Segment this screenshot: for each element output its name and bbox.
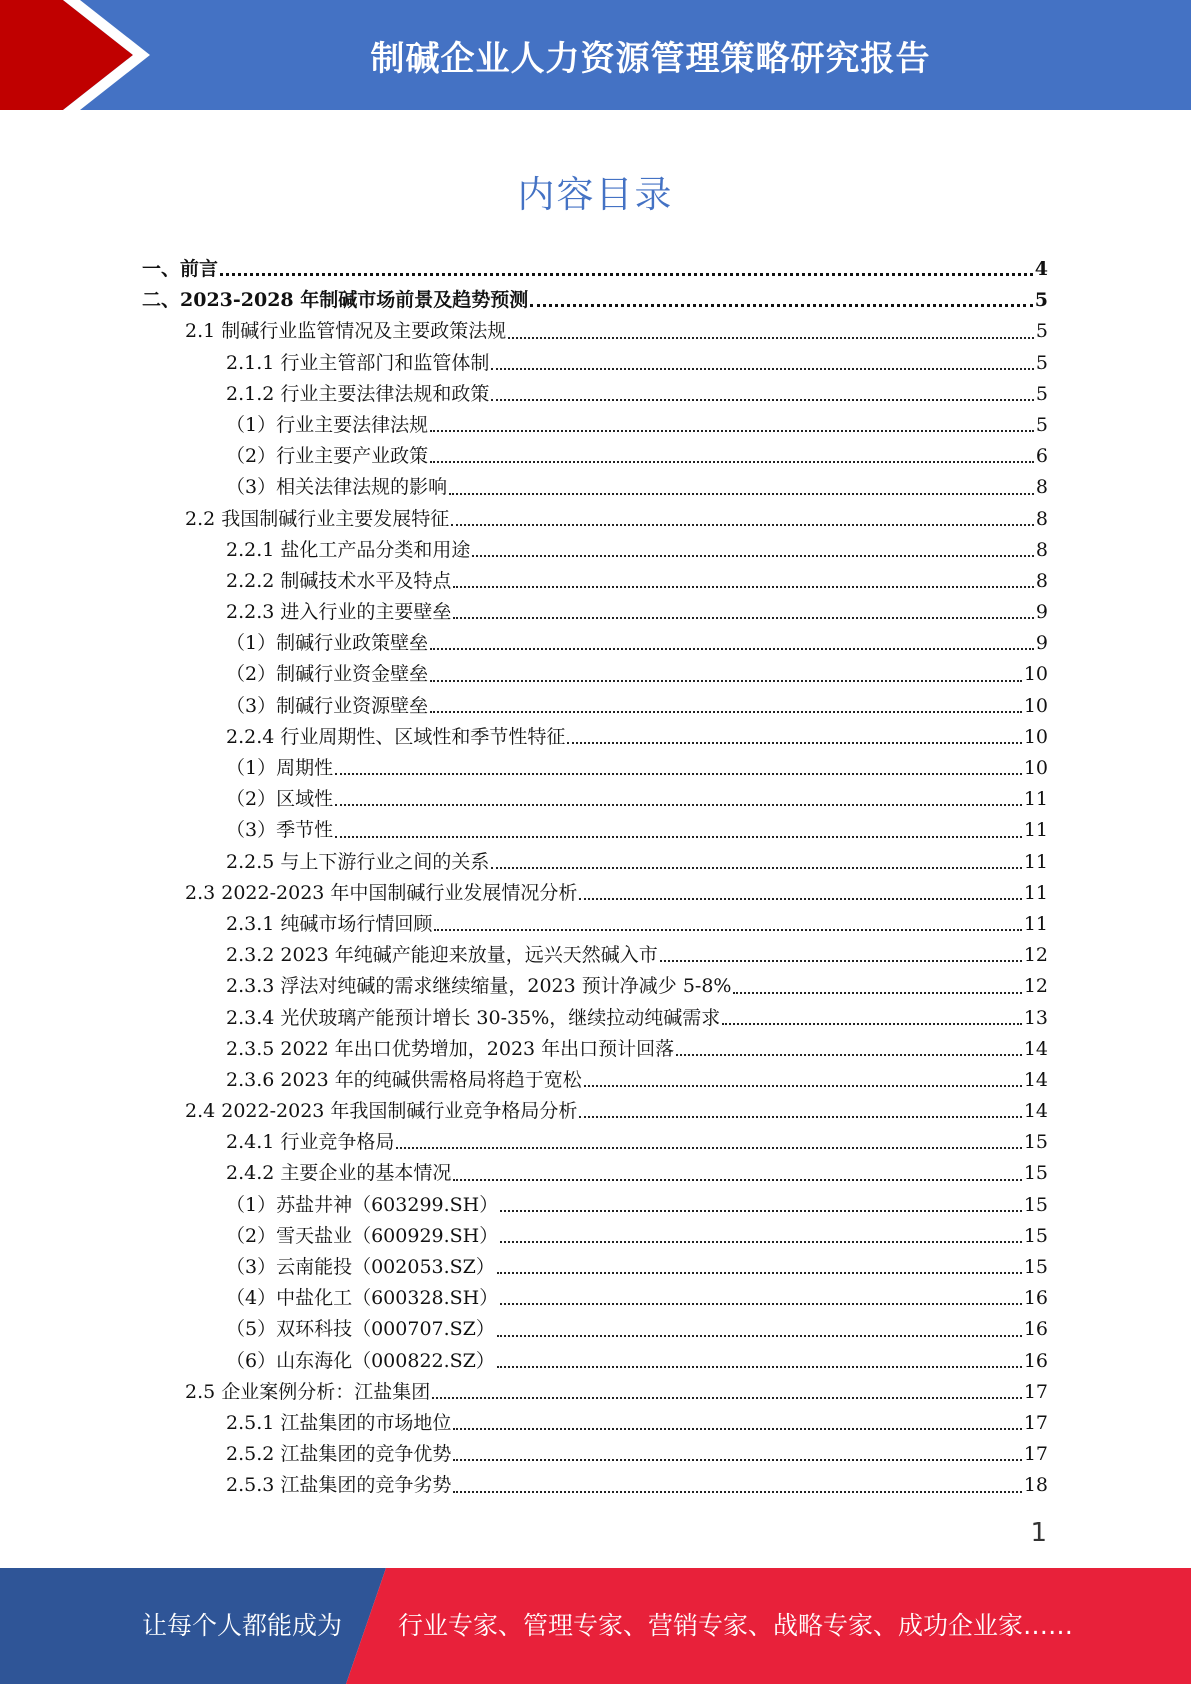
toc-entry[interactable] (142, 1408, 1048, 1439)
report-title: 制碱企业人力资源管理策略研究报告 (370, 38, 931, 79)
toc-entry-title: （5）双环科技（000707.SZ） (226, 1318, 495, 1341)
toc-entry-title: 2.5 企业案例分析：江盐集团 (185, 1380, 431, 1403)
footer-banner (0, 1568, 1191, 1684)
toc-leader-dots (500, 1303, 1022, 1305)
toc-entry[interactable] (142, 940, 1048, 971)
toc-entry-title: 2.3 2022-2023 年中国制碱行业发展情况分析 (185, 881, 578, 904)
toc-entry[interactable] (142, 597, 1048, 628)
toc-leader-dots (449, 493, 1034, 495)
toc-entry-page: 5 (1035, 320, 1048, 343)
toc-leader-dots (335, 773, 1022, 775)
toc-leader-dots (453, 1179, 1021, 1181)
toc-entry-title: 2.3.3 浮法对纯碱的需求继续缩量，2023 预计净减少 5-8% (226, 975, 732, 998)
toc-entry-page: 10 (1023, 725, 1048, 748)
toc-entry-page: 15 (1023, 1224, 1048, 1247)
toc-entry[interactable] (142, 1034, 1048, 1065)
toc-leader-dots (430, 430, 1034, 432)
toc-entry-title: （1）行业主要法律法规 (226, 413, 429, 436)
toc-entry-page: 9 (1035, 601, 1048, 624)
toc-entry-page: 6 (1035, 445, 1048, 468)
toc-leader-dots (430, 680, 1022, 682)
toc-entry-page: 5 (1034, 289, 1048, 312)
toc-entry[interactable] (142, 504, 1048, 535)
toc-entry[interactable] (142, 1003, 1048, 1034)
toc-entry-page: 16 (1023, 1318, 1048, 1341)
toc-entry-title: （1）周期性 (226, 757, 334, 779)
toc-entry-title: （1）苏盐井神（603299.SH） (226, 1193, 499, 1216)
toc-entry-title: 一、前言 (142, 258, 219, 280)
toc-entry[interactable] (142, 722, 1048, 753)
toc-entry[interactable] (142, 316, 1048, 347)
page-number: 1 (1030, 1518, 1047, 1548)
toc-leader-dots (432, 1397, 1022, 1399)
toc-leader-dots (430, 648, 1034, 650)
toc-entry-title: 2.3.1 纯碱市场行情回顾 (226, 912, 433, 935)
toc-leader-dots (491, 867, 1021, 869)
toc-entry[interactable] (142, 1252, 1048, 1283)
toc-entry[interactable] (142, 909, 1048, 940)
toc-entry-page: 8 (1035, 569, 1048, 592)
toc-entry-page: 9 (1035, 632, 1048, 655)
toc-entry[interactable] (142, 1065, 1048, 1096)
toc-entry[interactable] (142, 1221, 1048, 1252)
toc-entry[interactable] (142, 753, 1048, 784)
toc-entry-title: （2）行业主要产业政策 (226, 445, 429, 468)
toc-entry-page: 14 (1023, 1037, 1048, 1060)
toc-entry-title: 2.3.6 2023 年的纯碱供需格局将趋于宽松 (226, 1068, 582, 1091)
toc-entry-page: 10 (1023, 757, 1048, 779)
toc-leader-dots (396, 1147, 1021, 1149)
toc-entry-title: 2.5.2 江盐集团的竞争优势 (226, 1443, 452, 1466)
toc-entry-title: 2.1.1 行业主管部门和监管体制 (226, 351, 490, 374)
toc-entry[interactable] (142, 285, 1048, 316)
toc-entry-title: 2.3.2 2023 年纯碱产能迎来放量，远兴天然碱入市 (226, 944, 658, 967)
toc-entry-page: 5 (1035, 351, 1048, 374)
toc-entry-page: 11 (1023, 912, 1048, 935)
toc-entry[interactable] (142, 1190, 1048, 1221)
toc-entry[interactable] (142, 659, 1048, 690)
toc-entry-title: 2.2.1 盐化工产品分类和用途 (226, 538, 471, 561)
toc-leader-dots (453, 1459, 1021, 1461)
toc-entry-title: 2.1 制碱行业监管情况及主要政策法规 (185, 320, 507, 343)
toc-entry-page: 11 (1023, 881, 1048, 904)
toc-leader-dots (722, 1023, 1022, 1025)
toc-entry-title: （2）雪天盐业（600929.SH） (226, 1224, 499, 1247)
toc-entry-page: 11 (1023, 788, 1048, 811)
toc-entry-title: 二、2023-2028 年制碱市场前景及趋势预测 (142, 289, 529, 312)
toc-entry-title: （6）山东海化（000822.SZ） (226, 1349, 495, 1372)
toc-leader-dots (491, 399, 1034, 401)
toc-entry[interactable] (142, 535, 1048, 566)
toc-entry[interactable] (142, 815, 1048, 846)
toc-entry-title: 2.3.5 2022 年出口优势增加，2023 年出口预计回落 (226, 1037, 675, 1060)
toc-leader-dots (472, 555, 1034, 557)
toc-entry-title: （4）中盐化工（600328.SH） (226, 1287, 499, 1310)
toc-leader-dots (500, 1210, 1022, 1212)
toc-entry-page: 16 (1023, 1287, 1048, 1310)
toc-entry[interactable] (142, 1314, 1048, 1345)
toc-entry-page: 14 (1023, 1068, 1048, 1091)
toc-entry-title: 2.4.1 行业竞争格局 (226, 1131, 395, 1154)
toc-leader-dots (733, 992, 1021, 994)
toc-leader-dots (453, 1491, 1021, 1493)
toc-entry[interactable] (142, 1439, 1048, 1470)
toc-leader-dots (579, 898, 1021, 900)
toc-entry-page: 14 (1023, 1100, 1048, 1123)
toc-entry-page: 15 (1023, 1256, 1048, 1278)
toc-entry[interactable] (142, 691, 1048, 722)
toc-entry-page: 5 (1035, 382, 1048, 405)
toc-entry-title: 2.3.4 光伏玻璃产能预计增长 30-35%，继续拉动纯碱需求 (226, 1006, 721, 1029)
table-of-contents (142, 254, 1048, 1502)
toc-entry-page: 11 (1023, 850, 1048, 873)
toc-entry-page: 15 (1023, 1162, 1048, 1185)
toc-leader-dots (491, 368, 1034, 370)
toc-entry-title: 2.2 我国制碱行业主要发展特征 (185, 507, 450, 530)
toc-leader-dots (434, 929, 1021, 931)
toc-entry-page: 5 (1035, 413, 1048, 436)
toc-entry-title: 2.1.2 行业主要法律法规和政策 (226, 382, 490, 405)
toc-leader-dots (451, 524, 1034, 526)
footer-slogan-right: 行业专家、管理专家、营销专家、战略专家、成功企业家…… (398, 1611, 1074, 1640)
toc-entry[interactable] (142, 566, 1048, 597)
toc-entry-title: 2.2.2 制碱技术水平及特点 (226, 569, 452, 592)
toc-leader-dots (508, 337, 1034, 339)
toc-entry-title: （1）制碱行业政策壁垒 (226, 632, 429, 655)
toc-leader-dots (453, 1428, 1021, 1430)
toc-leader-dots (453, 586, 1034, 588)
toc-heading: 内容目录 (517, 173, 674, 216)
toc-entry-page: 10 (1023, 663, 1048, 686)
toc-entry[interactable] (142, 410, 1048, 441)
toc-leader-dots (660, 960, 1022, 962)
toc-entry-title: （3）相关法律法规的影响 (226, 476, 448, 499)
toc-entry-page: 12 (1023, 944, 1048, 967)
header-chevron-decoration (0, 0, 170, 110)
footer-slogan-left: 让每个人都能成为 (142, 1611, 343, 1640)
toc-leader-dots (453, 617, 1034, 619)
toc-leader-dots (584, 1085, 1022, 1087)
toc-entry-title: 2.2.3 进入行业的主要壁垒 (226, 601, 452, 624)
toc-leader-dots (579, 1116, 1021, 1118)
toc-entry[interactable] (142, 379, 1048, 410)
toc-entry[interactable] (142, 1470, 1048, 1501)
toc-leader-dots (497, 1335, 1022, 1337)
toc-leader-dots (676, 1054, 1022, 1056)
toc-entry[interactable] (142, 878, 1048, 909)
toc-entry-title: 2.5.3 江盐集团的竞争劣势 (226, 1474, 452, 1497)
toc-entry[interactable] (142, 1158, 1048, 1189)
toc-entry-page: 16 (1023, 1349, 1048, 1372)
toc-entry-page: 17 (1023, 1443, 1048, 1466)
toc-entry-page: 4 (1034, 258, 1048, 280)
toc-entry-title: 2.4 2022-2023 年我国制碱行业竞争格局分析 (185, 1100, 578, 1123)
toc-entry[interactable] (142, 348, 1048, 379)
toc-entry[interactable] (142, 1283, 1048, 1314)
toc-leader-dots (497, 1366, 1022, 1368)
toc-entry-page: 17 (1023, 1411, 1048, 1434)
toc-leader-dots (430, 461, 1034, 463)
toc-entry-title: （3）云南能投（002053.SZ） (226, 1256, 495, 1278)
toc-entry-page: 8 (1035, 538, 1048, 561)
toc-entry-page: 18 (1023, 1474, 1048, 1497)
toc-entry-title: （2）制碱行业资金壁垒 (226, 663, 429, 686)
toc-entry[interactable] (142, 847, 1048, 878)
toc-entry-title: 2.5.1 江盐集团的市场地位 (226, 1411, 452, 1434)
toc-entry[interactable] (142, 971, 1048, 1002)
toc-entry[interactable] (142, 441, 1048, 472)
toc-entry-title: 2.2.5 与上下游行业之间的关系 (226, 850, 490, 873)
toc-entry[interactable] (142, 1377, 1048, 1408)
toc-entry-page: 15 (1023, 1193, 1048, 1216)
toc-entry-page: 10 (1023, 694, 1048, 717)
toc-leader-dots (220, 273, 1033, 276)
toc-entry[interactable] (142, 784, 1048, 815)
header-banner (0, 0, 1191, 110)
toc-entry[interactable] (142, 472, 1048, 503)
toc-entry-page: 12 (1023, 975, 1048, 998)
toc-leader-dots (530, 304, 1033, 307)
toc-leader-dots (430, 711, 1022, 713)
toc-entry[interactable] (142, 254, 1048, 285)
toc-entry-title: （3）制碱行业资源壁垒 (226, 694, 429, 717)
toc-entry-page: 15 (1023, 1131, 1048, 1154)
toc-leader-dots (335, 836, 1022, 838)
toc-leader-dots (500, 1241, 1022, 1243)
toc-entry-title: 2.4.2 主要企业的基本情况 (226, 1162, 452, 1185)
toc-entry-page: 17 (1023, 1380, 1048, 1403)
toc-entry-page: 13 (1023, 1006, 1048, 1029)
toc-leader-dots (497, 1272, 1022, 1274)
toc-entry-page: 8 (1035, 476, 1048, 499)
toc-entry[interactable] (142, 628, 1048, 659)
toc-entry-title: （2）区域性 (226, 788, 334, 811)
toc-leader-dots (567, 742, 1021, 744)
toc-entry-title: （3）季节性 (226, 819, 334, 842)
toc-entry[interactable] (142, 1127, 1048, 1158)
toc-entry-page: 8 (1035, 507, 1048, 530)
toc-entry-title: 2.2.4 行业周期性、区域性和季节性特征 (226, 725, 566, 748)
toc-entry-page: 11 (1023, 819, 1048, 842)
toc-entry[interactable] (142, 1346, 1048, 1377)
toc-leader-dots (335, 804, 1022, 806)
toc-entry[interactable] (142, 1096, 1048, 1127)
